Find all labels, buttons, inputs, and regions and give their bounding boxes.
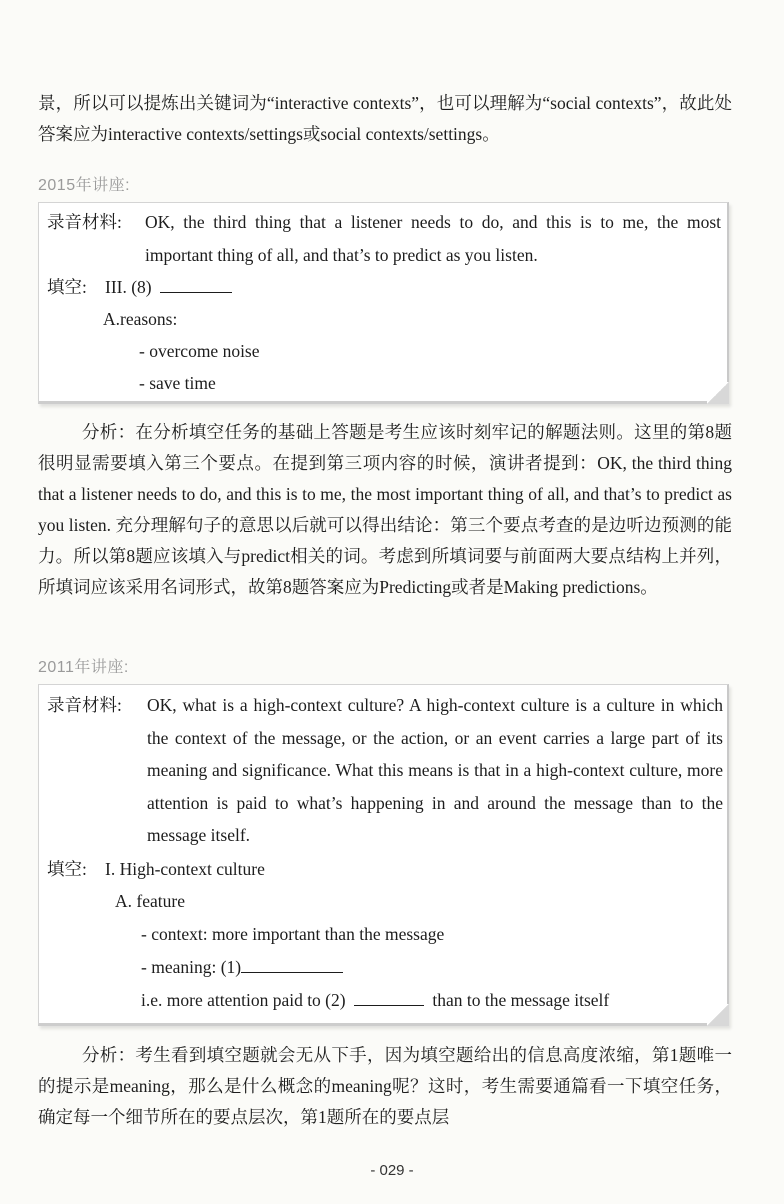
- section1-label: 2015年讲座:: [38, 177, 131, 194]
- section2-fill-label: 填空:: [47, 859, 87, 879]
- section2-analysis: 分析：考生看到填空题就会无从下手，因为填空题给出的信息高度浓缩，第1题唯一的提示是meaning，那么是什么概念的meaning呢？这时，考生需要通篇看一下填空任务，确定每一个细节所在的要点层次，第1题所在的要点层: [38, 1045, 732, 1127]
- section1-outline-item: [105, 271, 232, 303]
- section1-outline-item: A.reasons:: [103, 309, 178, 329]
- section1-box: [38, 202, 729, 404]
- page-curl-decoration: [707, 1004, 729, 1026]
- intro-paragraph: 景，所以可以提炼出关键词为“interactive contexts”，也可以理解为“social contexts”，故此处答案应为interactive contexts/settings或social contexts/settings。: [38, 93, 732, 144]
- section1-recording-text: OK, the third thing that a listener needs to do, and this is to me, the most important thing of all, and that’s to predict as you listen.: [145, 212, 721, 265]
- section2-outline-item: [141, 951, 343, 983]
- section1-fill-label: 填空:: [47, 277, 87, 297]
- section1-analysis: 分析：在分析填空任务的基础上答题是考生应该时刻牢记的解题法则。这里的第8题很明显需要填入第三个要点。在提到第三项内容的时候，演讲者提到：OK, the third thing that a listener needs to do, and this is to me, the most important thing of all, and that’s to predict as you listen. 充分理解句子的意思以后就可以得出结论：第三个要点考查的是边听边预测的能力。所以第8题应该填入与predict相关的词。考虑到所填词要与前面两大要点结构上并列，所填词应该采用名词形式，故第8题答案应为Predicting或者是Making predictions。: [38, 422, 732, 597]
- section2-outline-item: A. feature: [115, 891, 185, 911]
- section2-outline-tail: than to the message itself: [432, 990, 610, 1010]
- section2-outline-meaning: - meaning: (1): [141, 957, 242, 977]
- section2-box: [38, 684, 729, 1026]
- answer-blank-2: [354, 987, 424, 1006]
- section2-outline-item: [141, 984, 609, 1016]
- section2-recording-label: 录音材料:: [47, 695, 122, 715]
- section1-outline-heading: III. (8): [105, 277, 152, 297]
- section2-outline-attention: i.e. more attention paid to (2): [141, 990, 346, 1010]
- page-curl-decoration: [707, 382, 729, 404]
- section2-outline-item: - context: more important than the message: [141, 924, 445, 944]
- page-number: - 029 -: [370, 1162, 414, 1179]
- answer-blank-1: [241, 954, 343, 973]
- section2-recording-text: OK, what is a high-context culture? A high-context culture is a culture in which the context of the message, or the action, or an event carries a large part of its meaning and significance. What this means is that in a high-context culture, more attention is paid to what’s happening in and around the message than to the message itself.: [147, 695, 723, 845]
- section1-recording-label: 录音材料:: [47, 212, 122, 232]
- answer-blank-8: [160, 274, 232, 293]
- section2-label: 2011年讲座:: [38, 659, 129, 676]
- section2-outline-item: I. High-context culture: [105, 859, 265, 879]
- section1-outline-item: - overcome noise: [139, 341, 260, 361]
- section1-outline-item: - save time: [139, 373, 216, 393]
